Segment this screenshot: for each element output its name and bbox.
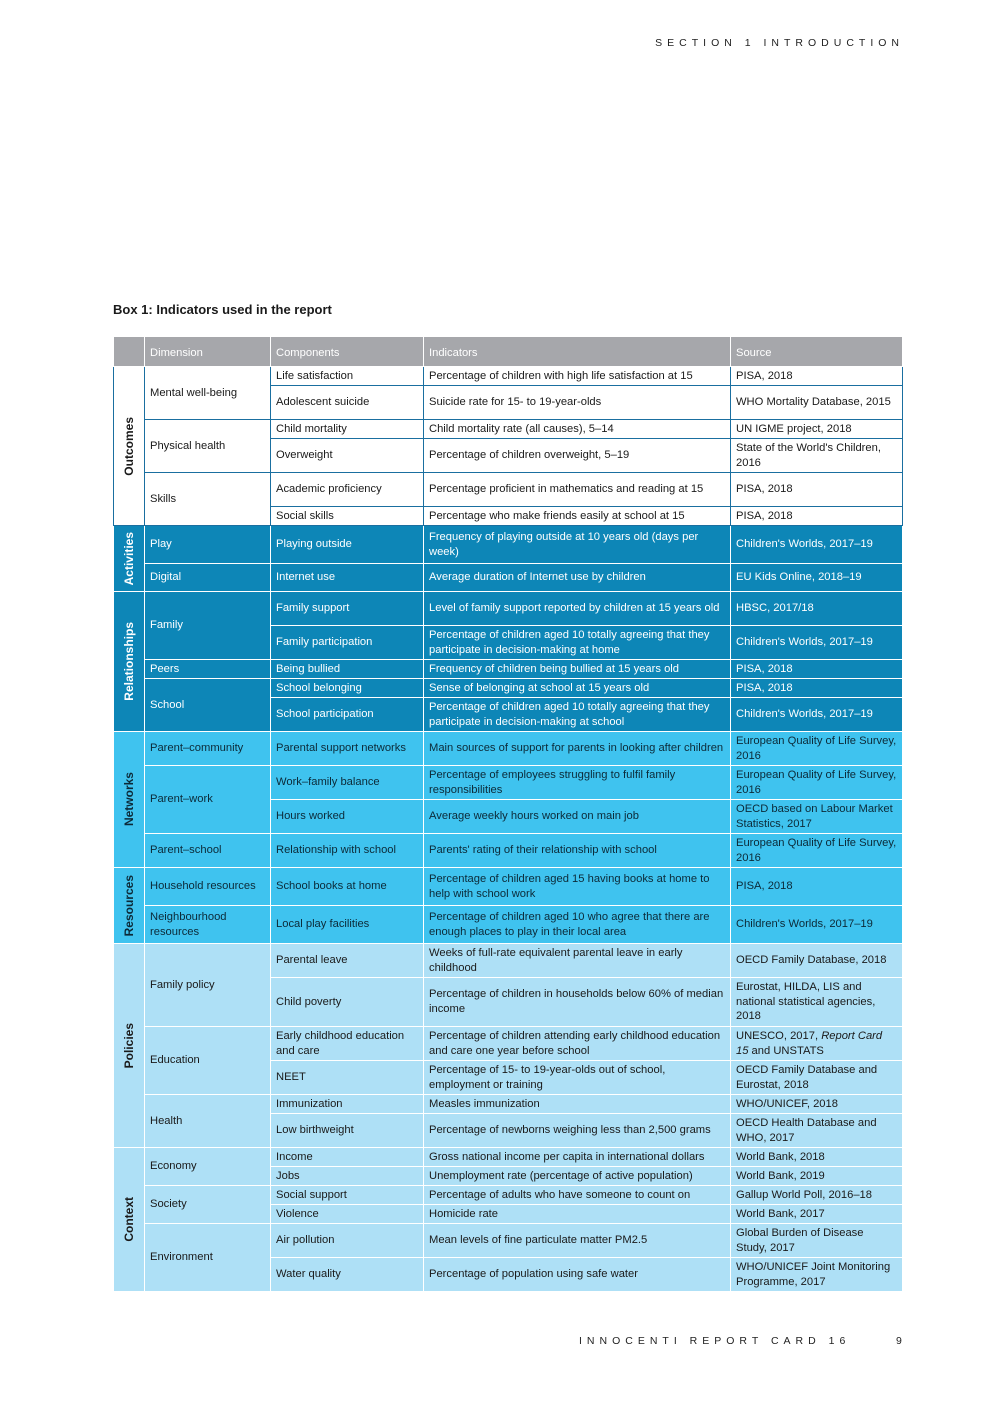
component-cell: Being bullied xyxy=(271,660,424,679)
indicator-cell: Parents' rating of their relationship with school xyxy=(424,834,731,868)
indicator-cell: Gross national income per capita in international dollars xyxy=(424,1148,731,1167)
group-context xyxy=(114,1148,903,1292)
component-cell: Local play facilities xyxy=(271,906,424,944)
indicator-cell: Percentage of children aged 15 having books at home to help with school work xyxy=(424,868,731,906)
indicator-cell: Percentage of children aged 10 who agree that there are enough places to play in their local area xyxy=(424,906,731,944)
indicator-cell: Percentage of newborns weighing less than 2,500 grams xyxy=(424,1114,731,1148)
group-label-relationships: Relationships xyxy=(114,592,145,732)
table-header-row xyxy=(114,337,903,367)
source-cell: European Quality of Life Survey, 2016 xyxy=(731,834,903,868)
dimension-cell: Education xyxy=(145,1027,271,1095)
component-cell: Water quality xyxy=(271,1258,424,1292)
table-row xyxy=(114,1148,903,1167)
table-row xyxy=(114,944,903,978)
indicator-cell: Sense of belonging at school at 15 years old xyxy=(424,679,731,698)
source-cell: OECD Health Database and WHO, 2017 xyxy=(731,1114,903,1148)
indicator-cell: Unemployment rate (percentage of active population) xyxy=(424,1167,731,1186)
component-cell: Playing outside xyxy=(271,526,424,564)
dimension-cell: Peers xyxy=(145,660,271,679)
dimension-cell: Parent–community xyxy=(145,732,271,766)
component-cell: Family support xyxy=(271,592,424,626)
dimension-cell: Health xyxy=(145,1095,271,1148)
indicator-cell: Frequency of children being bullied at 15 years old xyxy=(424,660,731,679)
footer-report-title: INNOCENTI REPORT CARD 16 xyxy=(579,1335,851,1347)
indicator-cell: Percentage of employees struggling to fulfil family responsibilities xyxy=(424,766,731,800)
dimension-cell: Neighbourhood resources xyxy=(145,906,271,944)
source-cell: Children's Worlds, 2017–19 xyxy=(731,906,903,944)
indicator-cell: Percentage of children aged 10 totally agreeing that they participate in decision-making at home xyxy=(424,626,731,660)
header-corner xyxy=(114,337,145,367)
component-cell: Adolescent suicide xyxy=(271,386,424,420)
source-text-a: UNESCO, 2017, xyxy=(736,1029,822,1042)
source-cell: PISA, 2018 xyxy=(731,507,903,526)
group-label-resources: Resources xyxy=(114,868,145,944)
group-label-activities: Activities xyxy=(114,526,145,592)
component-cell: Social skills xyxy=(271,507,424,526)
header-indicators: Indicators xyxy=(424,337,731,367)
header-components: Components xyxy=(271,337,424,367)
source-cell: State of the World's Children, 2016 xyxy=(731,439,903,473)
source-text-italic: Report Card 15 xyxy=(736,1029,883,1057)
indicator-cell: Percentage of children in households below 60% of median income xyxy=(424,978,731,1027)
source-cell: OECD Family Database, 2018 xyxy=(731,944,903,978)
source-cell: World Bank, 2018 xyxy=(731,1148,903,1167)
indicator-cell: Percentage of 15- to 19-year-olds out of school, employment or training xyxy=(424,1061,731,1095)
source-cell: UN IGME project, 2018 xyxy=(731,420,903,439)
table-row xyxy=(114,1224,903,1258)
group-outcomes xyxy=(114,367,903,526)
dimension-cell: Household resources xyxy=(145,868,271,906)
component-cell: Early childhood education and care xyxy=(271,1027,424,1061)
indicator-cell: Average weekly hours worked on main job xyxy=(424,800,731,834)
running-head: SECTION 1 INTRODUCTION xyxy=(655,37,904,49)
dimension-cell: Parent–school xyxy=(145,834,271,868)
indicators-table xyxy=(113,336,903,1292)
indicator-cell: Mean levels of fine particulate matter PM2.5 xyxy=(424,1224,731,1258)
dimension-cell: Family policy xyxy=(145,944,271,1027)
component-cell: Internet use xyxy=(271,564,424,592)
indicator-cell: Percentage of children attending early childhood education and care one year before school xyxy=(424,1027,731,1061)
table-row xyxy=(114,1027,903,1061)
component-cell: Work–family balance xyxy=(271,766,424,800)
component-cell: Social support xyxy=(271,1186,424,1205)
component-cell: Parental leave xyxy=(271,944,424,978)
indicator-cell: Level of family support reported by children at 15 years old xyxy=(424,592,731,626)
table-row xyxy=(114,660,903,679)
source-cell: OECD based on Labour Market Statistics, 2017 xyxy=(731,800,903,834)
source-cell: World Bank, 2019 xyxy=(731,1167,903,1186)
component-cell: Hours worked xyxy=(271,800,424,834)
source-cell: WHO/UNICEF, 2018 xyxy=(731,1095,903,1114)
component-cell: Life satisfaction xyxy=(271,367,424,386)
table-row xyxy=(114,526,903,564)
component-cell: Academic proficiency xyxy=(271,473,424,507)
dimension-cell: School xyxy=(145,679,271,732)
component-cell: Violence xyxy=(271,1205,424,1224)
table-row xyxy=(114,473,903,507)
dimension-cell: Physical health xyxy=(145,420,271,473)
group-label-networks: Networks xyxy=(114,732,145,868)
component-cell: Child poverty xyxy=(271,978,424,1027)
component-cell: School books at home xyxy=(271,868,424,906)
table-row xyxy=(114,906,903,944)
source-cell: WHO Mortality Database, 2015 xyxy=(731,386,903,420)
dimension-cell: Play xyxy=(145,526,271,564)
group-activities xyxy=(114,526,903,592)
indicator-cell: Child mortality rate (all causes), 5–14 xyxy=(424,420,731,439)
table-row xyxy=(114,834,903,868)
dimension-cell: Environment xyxy=(145,1224,271,1292)
indicator-cell: Percentage who make friends easily at school at 15 xyxy=(424,507,731,526)
dimension-cell: Economy xyxy=(145,1148,271,1186)
source-cell: European Quality of Life Survey, 2016 xyxy=(731,766,903,800)
component-cell: Immunization xyxy=(271,1095,424,1114)
source-cell: Children's Worlds, 2017–19 xyxy=(731,526,903,564)
indicator-cell: Percentage of children overweight, 5–19 xyxy=(424,439,731,473)
indicator-cell: Homicide rate xyxy=(424,1205,731,1224)
source-cell: World Bank, 2017 xyxy=(731,1205,903,1224)
component-cell: Low birthweight xyxy=(271,1114,424,1148)
source-cell: Global Burden of Disease Study, 2017 xyxy=(731,1224,903,1258)
source-cell: European Quality of Life Survey, 2016 xyxy=(731,732,903,766)
source-cell: HBSC, 2017/18 xyxy=(731,592,903,626)
table-row xyxy=(114,564,903,592)
component-cell: School belonging xyxy=(271,679,424,698)
table-row xyxy=(114,868,903,906)
header-source: Source xyxy=(731,337,903,367)
indicator-cell: Weeks of full-rate equivalent parental leave in early childhood xyxy=(424,944,731,978)
group-label-context: Context xyxy=(114,1148,145,1292)
group-relationships xyxy=(114,592,903,732)
component-cell: NEET xyxy=(271,1061,424,1095)
component-cell: Relationship with school xyxy=(271,834,424,868)
indicator-cell: Percentage of population using safe water xyxy=(424,1258,731,1292)
dimension-cell: Society xyxy=(145,1186,271,1224)
group-resources xyxy=(114,868,903,944)
table-row xyxy=(114,679,903,698)
indicator-cell: Average duration of Internet use by children xyxy=(424,564,731,592)
component-cell: Parental support networks xyxy=(271,732,424,766)
box-title: Box 1: Indicators used in the report xyxy=(113,302,332,317)
source-cell: WHO/UNICEF Joint Monitoring Programme, 2017 xyxy=(731,1258,903,1292)
indicator-cell: Suicide rate for 15- to 19-year-olds xyxy=(424,386,731,420)
group-label-outcomes: Outcomes xyxy=(114,367,145,526)
component-cell: Family participation xyxy=(271,626,424,660)
table-row xyxy=(114,732,903,766)
source-cell xyxy=(731,1027,903,1061)
source-cell: PISA, 2018 xyxy=(731,473,903,507)
source-cell: EU Kids Online, 2018–19 xyxy=(731,564,903,592)
table-row xyxy=(114,1186,903,1205)
component-cell: Overweight xyxy=(271,439,424,473)
table-row xyxy=(114,766,903,800)
source-cell: PISA, 2018 xyxy=(731,660,903,679)
indicator-cell: Percentage proficient in mathematics and reading at 15 xyxy=(424,473,731,507)
source-cell: OECD Family Database and Eurostat, 2018 xyxy=(731,1061,903,1095)
dimension-cell: Parent–work xyxy=(145,766,271,834)
header-dimension: Dimension xyxy=(145,337,271,367)
component-cell: School participation xyxy=(271,698,424,732)
page-number: 9 xyxy=(896,1335,902,1347)
source-cell: PISA, 2018 xyxy=(731,679,903,698)
dimension-cell: Family xyxy=(145,592,271,660)
group-policies xyxy=(114,944,903,1148)
indicator-cell: Percentage of children aged 10 totally agreeing that they participate in decision-making at school xyxy=(424,698,731,732)
component-cell: Jobs xyxy=(271,1167,424,1186)
source-cell: Children's Worlds, 2017–19 xyxy=(731,698,903,732)
dimension-cell: Skills xyxy=(145,473,271,526)
indicator-cell: Frequency of playing outside at 10 years old (days per week) xyxy=(424,526,731,564)
source-cell: Gallup World Poll, 2016–18 xyxy=(731,1186,903,1205)
group-label-policies: Policies xyxy=(114,944,145,1148)
source-cell: Children's Worlds, 2017–19 xyxy=(731,626,903,660)
indicator-cell: Percentage of children with high life satisfaction at 15 xyxy=(424,367,731,386)
indicator-cell: Percentage of adults who have someone to count on xyxy=(424,1186,731,1205)
table-row xyxy=(114,367,903,386)
dimension-cell: Digital xyxy=(145,564,271,592)
indicator-cell: Main sources of support for parents in looking after children xyxy=(424,732,731,766)
component-cell: Child mortality xyxy=(271,420,424,439)
component-cell: Air pollution xyxy=(271,1224,424,1258)
source-text-c: and UNSTATS xyxy=(748,1044,824,1057)
dimension-cell: Mental well-being xyxy=(145,367,271,420)
source-cell: Eurostat, HILDA, LIS and national statistical agencies, 2018 xyxy=(731,978,903,1027)
table-row xyxy=(114,420,903,439)
indicator-cell: Measles immunization xyxy=(424,1095,731,1114)
component-cell: Income xyxy=(271,1148,424,1167)
source-cell: PISA, 2018 xyxy=(731,868,903,906)
table-row xyxy=(114,1095,903,1114)
table-row xyxy=(114,592,903,626)
source-cell: PISA, 2018 xyxy=(731,367,903,386)
group-networks xyxy=(114,732,903,868)
